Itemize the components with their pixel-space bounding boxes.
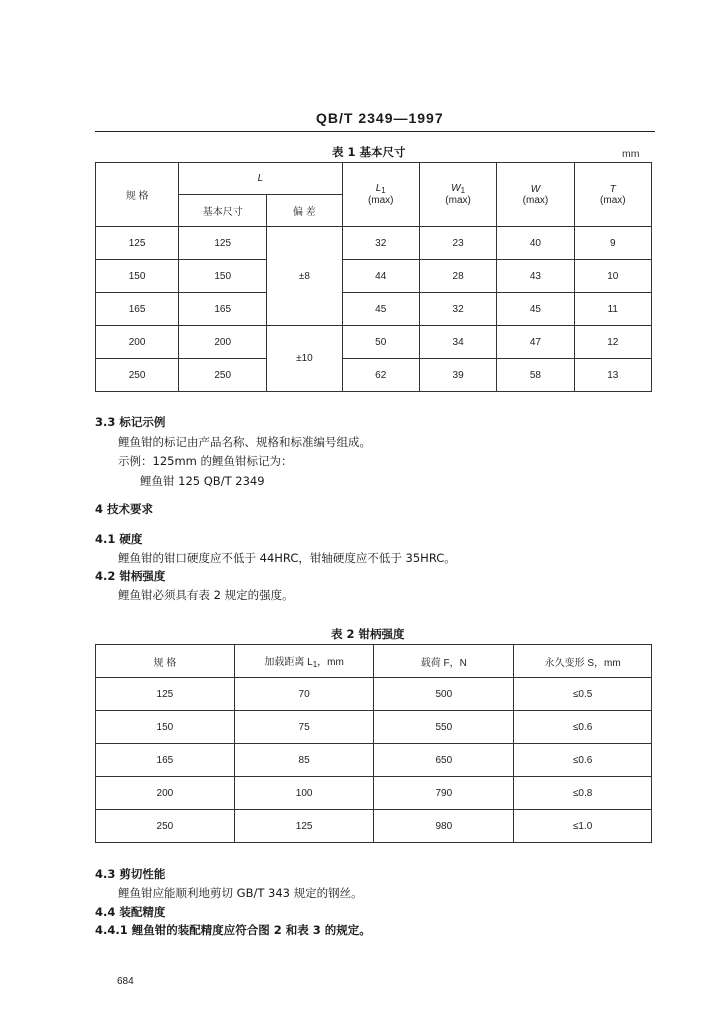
header-W1 [419,163,496,227]
cell-spec: 150 [96,260,179,293]
section-4-1-line1: 鲤鱼钳的钳口硬度应不低于 44HRC，钳轴硬度应不低于 35HRC。 [118,551,456,565]
cell-basic: 200 [179,326,267,359]
cell-load: 790 [374,777,514,810]
cell-W1: 39 [419,359,496,392]
table1-basic-dimensions [95,162,652,392]
header-W-note: (max) [522,194,549,206]
table-row [96,326,652,359]
header-spec: 规 格 [96,163,179,227]
cell-spec: 250 [96,810,235,843]
cell-T: 9 [574,227,651,260]
cell-W1: 28 [419,260,496,293]
standard-header: QB/T 2349—1997 [316,110,444,126]
section-4-2-title: 4.2 钳柄强度 [95,569,166,583]
cell-W1: 23 [419,227,496,260]
section-4-title: 4 技术要求 [95,502,154,516]
cell-W: 43 [497,260,574,293]
cell-W: 45 [497,293,574,326]
header-W1-note: (max) [445,195,471,206]
section-3-3-title: 3.3 标记示例 [95,415,166,429]
cell-W: 58 [497,359,574,392]
header-load-distance-unit: ，mm [317,657,344,668]
table-row [96,810,652,843]
cell-basic: 250 [179,359,267,392]
cell-W1: 34 [419,326,496,359]
section-4-3-line1: 鲤鱼钳应能顺利地剪切 GB/T 343 规定的钢丝。 [118,886,363,900]
cell-spec: 200 [96,777,235,810]
section-3-3-line1: 鲤鱼钳的标记由产品名称、规格和标准编号组成。 [118,435,371,449]
header-L1-note: (max) [367,195,394,206]
header-L: L [179,163,342,195]
cell-deformation: ≤0.6 [514,711,652,744]
cell-spec: 165 [96,293,179,326]
table-row [96,678,652,711]
cell-load: 500 [374,678,514,711]
cell-load: 550 [374,711,514,744]
cell-distance: 125 [234,810,374,843]
table-row [96,711,652,744]
header-W [497,163,574,227]
cell-spec: 150 [96,711,235,744]
header-load-distance-sub: 1 [312,660,318,669]
cell-tolerance: ±8 [267,227,342,326]
table-row [96,260,652,293]
header-W1-sub: 1 [460,186,466,195]
cell-basic: 150 [179,260,267,293]
header-T-symbol: T [609,183,616,195]
cell-W: 40 [497,227,574,260]
cell-distance: 85 [234,744,374,777]
cell-basic: 165 [179,293,267,326]
header-W1-symbol: W [451,183,461,194]
cell-spec: 165 [96,744,235,777]
header-load-distance-label: 加载距离 L [264,657,313,668]
cell-L1: 50 [342,326,419,359]
table1-unit: mm [622,148,640,160]
cell-distance: 75 [234,711,374,744]
cell-load: 650 [374,744,514,777]
cell-W1: 32 [419,293,496,326]
table2-caption: 表 2 钳柄强度 [331,627,405,641]
table-row [96,227,652,260]
cell-T: 13 [574,359,651,392]
header-load: 载荷 F，N [374,645,514,678]
header-L-basic: 基本尺寸 [179,195,267,227]
table2-handle-strength [95,644,652,843]
cell-W: 47 [497,326,574,359]
header-L-tolerance: 偏 差 [267,195,342,227]
header-load-distance [234,645,374,678]
header-spec: 规 格 [96,645,235,678]
table-row [96,293,652,326]
cell-L1: 44 [342,260,419,293]
cell-load: 980 [374,810,514,843]
table1-caption: 表 1 基本尺寸 [332,145,406,159]
cell-tolerance: ±10 [267,326,342,392]
section-4-1-title: 4.1 硬度 [95,532,143,546]
page-number: 684 [117,976,134,987]
cell-deformation: ≤1.0 [514,810,652,843]
cell-spec: 125 [96,227,179,260]
cell-basic: 125 [179,227,267,260]
section-4-4-1-title: 4.4.1 鲤鱼钳的装配精度应符合图 2 和表 3 的规定。 [95,923,371,937]
cell-T: 12 [574,326,651,359]
section-4-3-title: 4.3 剪切性能 [95,867,166,881]
section-3-3-example: 鲤鱼钳 125 QB/T 2349 [140,474,265,488]
cell-distance: 70 [234,678,374,711]
cell-spec: 200 [96,326,179,359]
header-W-symbol: W [530,183,541,195]
cell-deformation: ≤0.6 [514,744,652,777]
section-3-3-line2: 示例：125mm 的鲤鱼钳标记为： [118,454,293,468]
cell-T: 11 [574,293,651,326]
table-row [96,359,652,392]
cell-spec: 250 [96,359,179,392]
cell-L1: 45 [342,293,419,326]
cell-L1: 32 [342,227,419,260]
section-4-4-title: 4.4 装配精度 [95,905,166,919]
table-row [96,777,652,810]
cell-distance: 100 [234,777,374,810]
table-row [96,744,652,777]
header-T [574,163,651,227]
section-4-2-line1: 鲤鱼钳必须具有表 2 规定的强度。 [118,588,294,602]
header-T-note: (max) [600,194,626,206]
cell-T: 10 [574,260,651,293]
header-L1 [342,163,419,227]
cell-deformation: ≤0.8 [514,777,652,810]
cell-L1: 62 [342,359,419,392]
cell-deformation: ≤0.5 [514,678,652,711]
cell-spec: 125 [96,678,235,711]
header-permanent-deformation: 永久变形 S，mm [514,645,652,678]
header-L1-sub: 1 [381,186,386,195]
header-L1-symbol: L [375,183,382,194]
header-rule [95,131,655,132]
